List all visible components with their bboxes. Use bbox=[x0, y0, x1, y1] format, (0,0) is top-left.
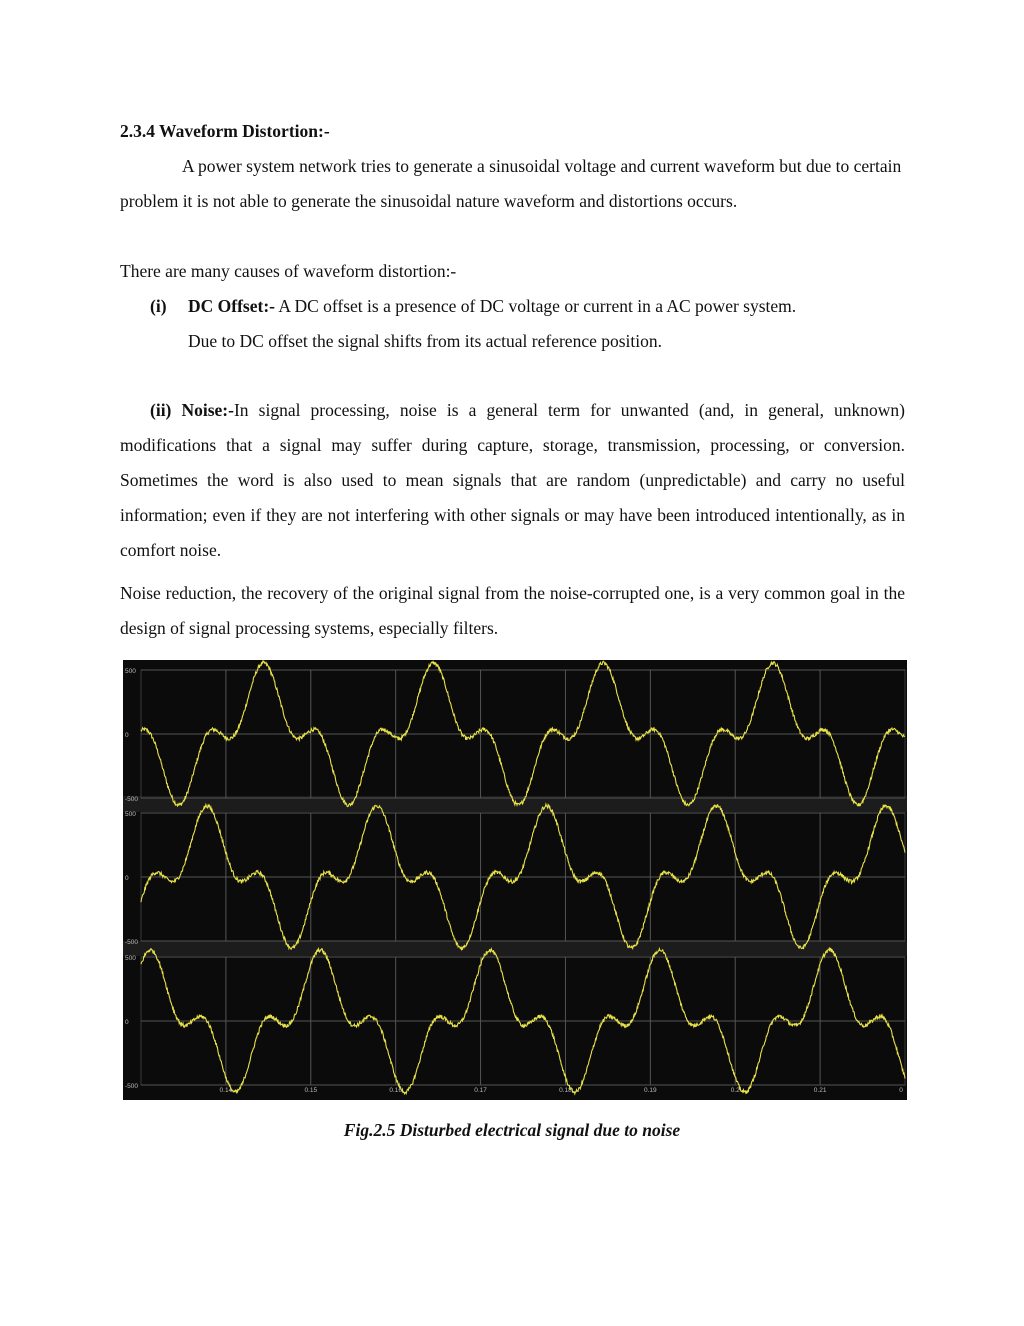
scope-figure bbox=[123, 660, 907, 1100]
x-tick-label: 0.21 bbox=[813, 1087, 827, 1094]
x-tick-label: 0.14 bbox=[219, 1087, 233, 1094]
noise-text-2: , noise is a general term for unwanted (and, in general, unknown) modifications that a bbox=[120, 400, 906, 455]
x-tick-label: 0.15 bbox=[304, 1087, 318, 1094]
panel-separator bbox=[123, 941, 907, 956]
dc-offset-text-line2: Due to DC offset the signal shifts from its actual reference position. bbox=[188, 331, 663, 351]
noise-marker: (ii) bbox=[150, 400, 172, 420]
noise-text-4: . bbox=[216, 540, 222, 560]
x-tick-label: 0 bbox=[899, 1087, 903, 1094]
noise-reduction-paragraph bbox=[120, 576, 905, 646]
link-signal-processing[interactable]: signal processing bbox=[258, 400, 386, 420]
link-signal[interactable]: signal bbox=[279, 435, 322, 455]
list-item-dc-offset bbox=[150, 289, 905, 359]
list-marker: (i) bbox=[150, 296, 167, 316]
noise-reduction-text-1: , the recovery of the original signal from the noise-corrupted one, is a very common goal in the design of signal processing systems, especially bbox=[120, 583, 905, 638]
noise-term: Noise:- bbox=[181, 400, 234, 420]
link-comfort-noise[interactable]: comfort noise bbox=[120, 540, 217, 560]
y-tick-label: -500 bbox=[125, 1083, 139, 1090]
causes-intro: There are many causes of waveform distortion:- bbox=[120, 261, 457, 281]
y-tick-label: 0 bbox=[125, 732, 129, 739]
y-tick-label: 500 bbox=[125, 955, 136, 962]
y-tick-label: -500 bbox=[125, 796, 139, 803]
dc-offset-text-line1: A DC offset is a presence of DC voltage or current in a AC power system. bbox=[274, 296, 797, 316]
intro-paragraph: A power system network tries to generate a sinusoidal voltage and current waveform but due to certain problem it is not able to generate the sinusoidal nature waveform and distortions occurs. bbox=[120, 156, 902, 211]
y-tick-label: 500 bbox=[125, 811, 136, 818]
figure-caption: Fig.2.5 Disturbed electrical signal due to noise bbox=[343, 1120, 681, 1140]
scope-chart bbox=[123, 660, 907, 1100]
noise-text-1: In bbox=[233, 400, 259, 420]
y-tick-label: 0 bbox=[125, 1019, 129, 1026]
x-tick-label: 0.16 bbox=[389, 1087, 402, 1094]
noise-reduction-text-2: . bbox=[493, 618, 499, 638]
x-tick-label: 0.2 bbox=[730, 1087, 740, 1094]
y-tick-label: -500 bbox=[125, 939, 139, 946]
y-tick-label: 0 bbox=[125, 875, 129, 882]
link-filters[interactable]: filters bbox=[452, 618, 494, 638]
link-noise-reduction[interactable]: Noise reduction bbox=[120, 583, 232, 603]
noise-paragraph bbox=[120, 393, 905, 568]
section-heading: 2.3.4 Waveform Distortion:- bbox=[120, 121, 330, 141]
noise-text-3: may suffer during capture, storage, transmission, processing, or conversion. Sometimes the word is also used to mean signals that are random (unpredictable) and carry no useful information; even if they are not interfering with other signals or may have been introduced intentionally, as in bbox=[120, 435, 905, 525]
y-tick-label: 500 bbox=[125, 668, 136, 675]
x-tick-label: 0.17 bbox=[474, 1087, 487, 1094]
x-tick-label: 0.19 bbox=[644, 1087, 657, 1094]
dc-offset-term: DC Offset:- bbox=[188, 296, 275, 316]
x-tick-label: 0.18 bbox=[559, 1087, 572, 1094]
